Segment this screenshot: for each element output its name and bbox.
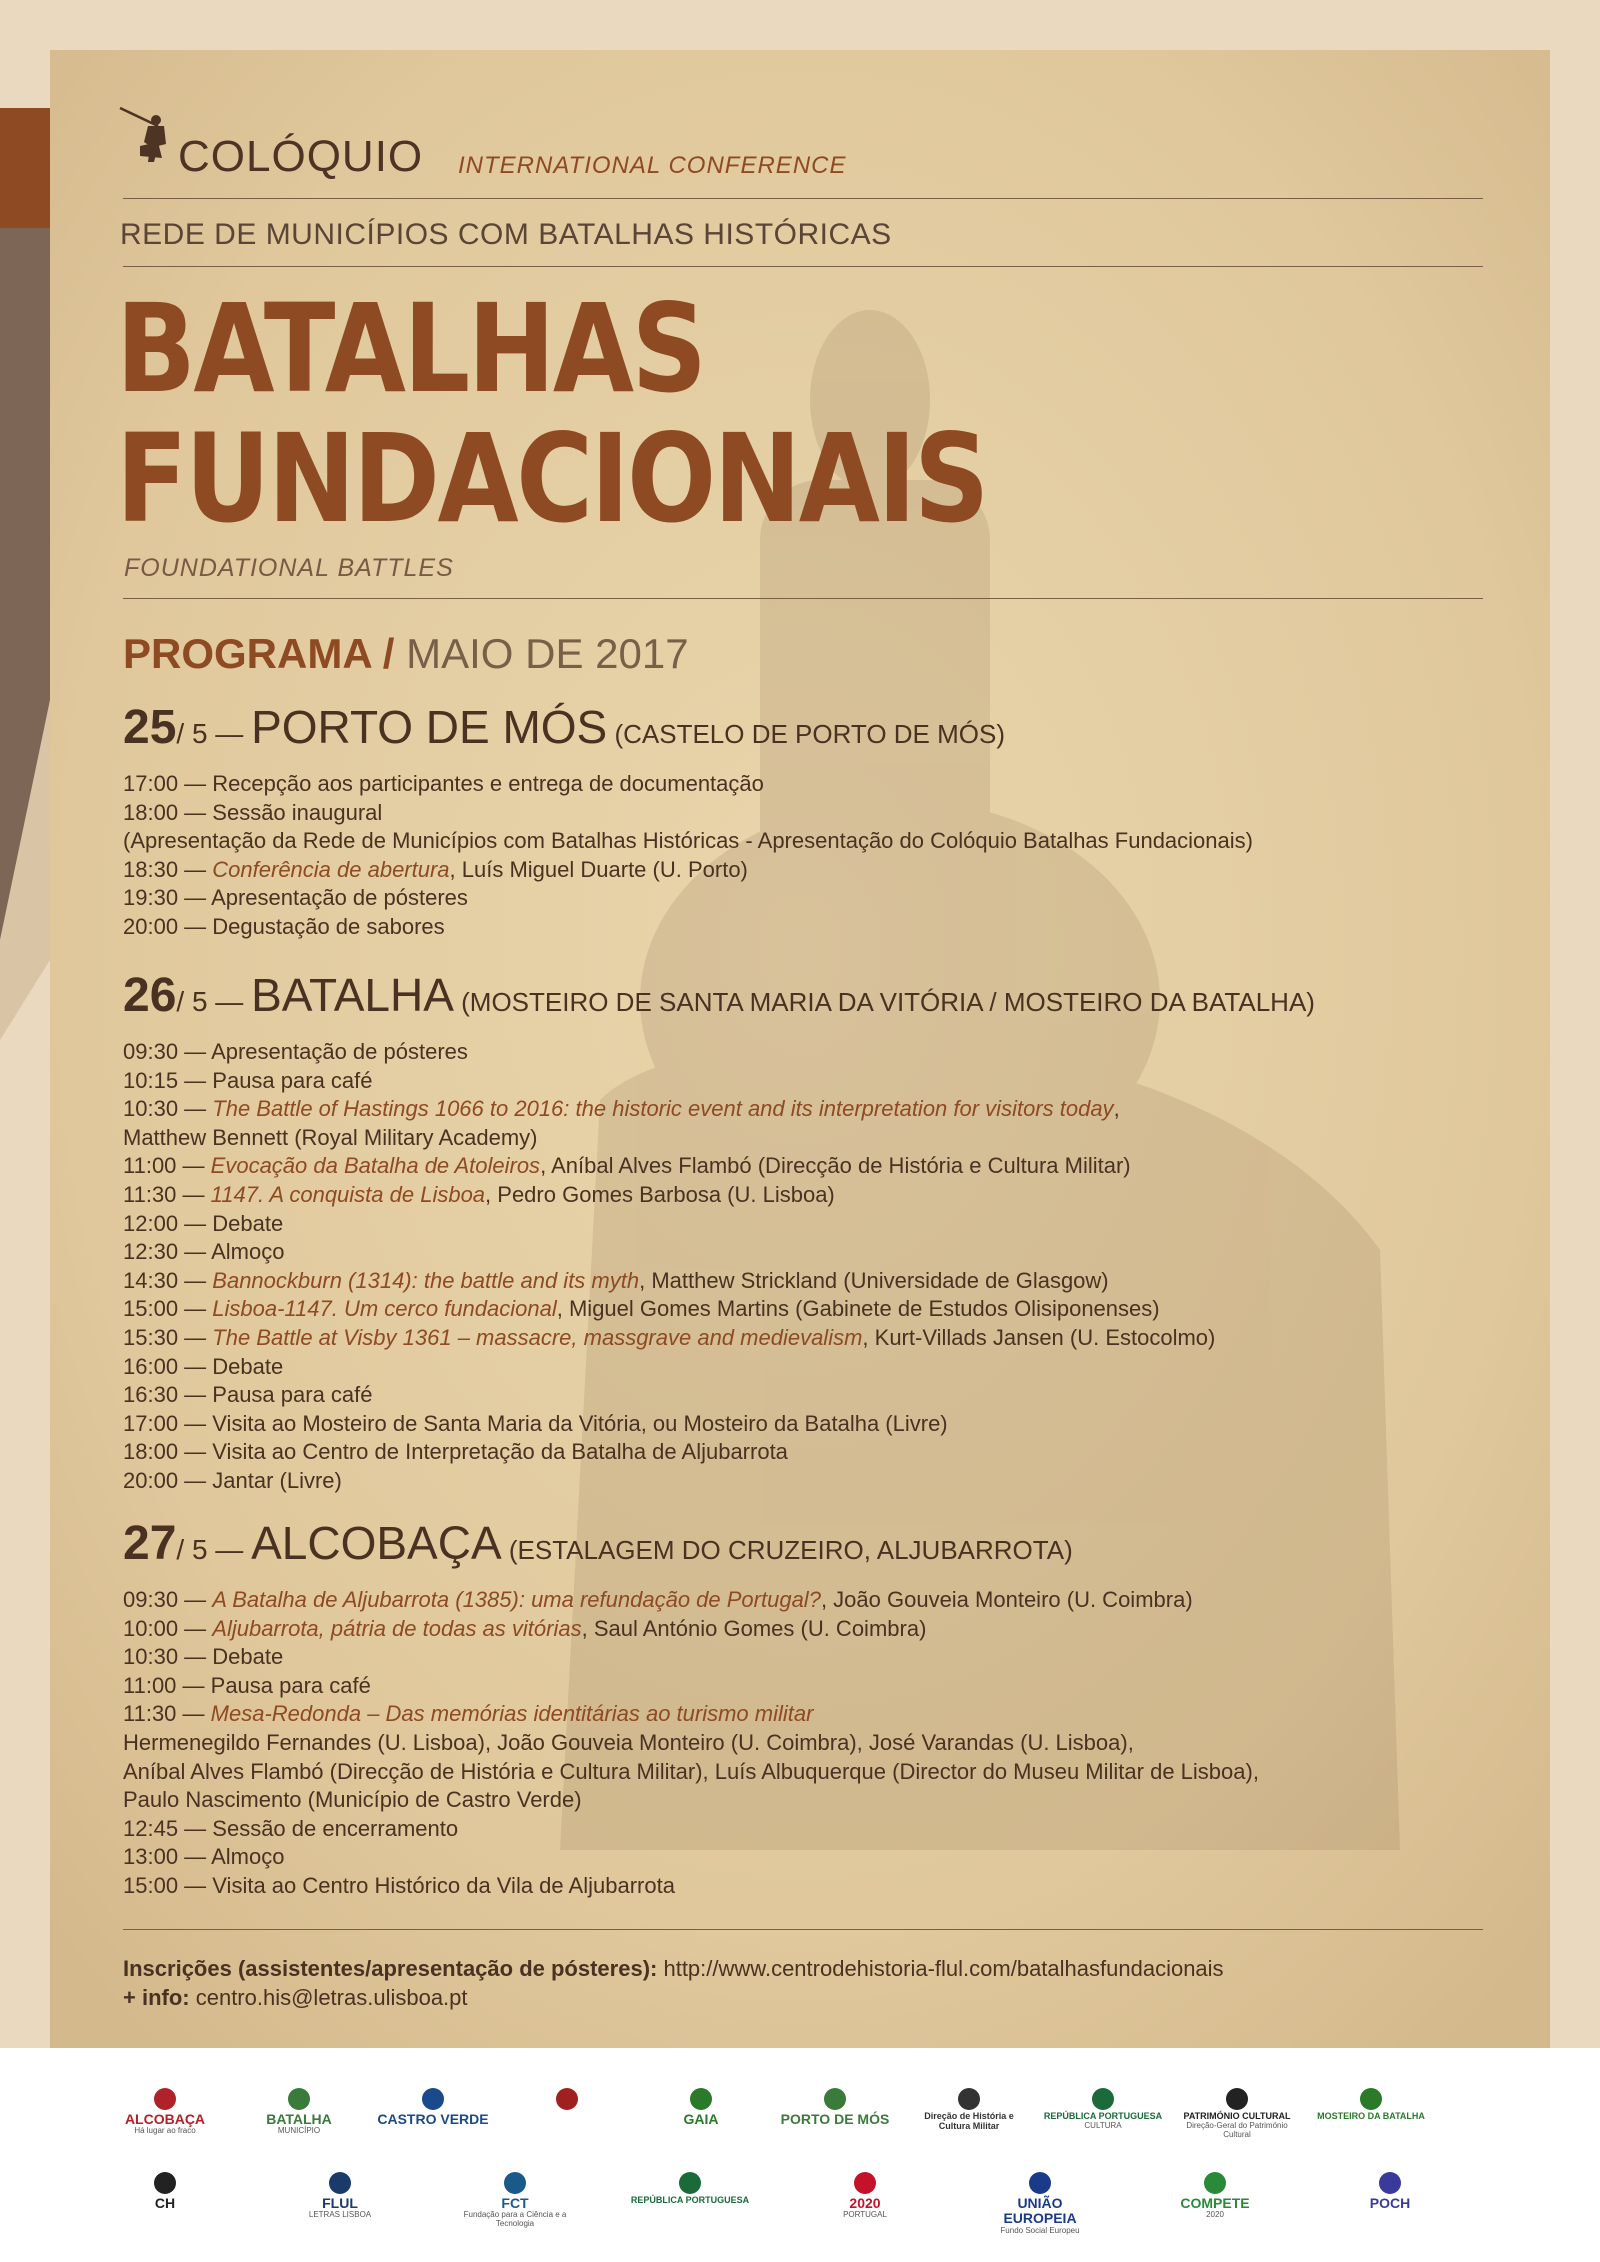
schedule-item: (Apresentação da Rede de Municípios com Batalhas Históricas - Apresentação do Colóquio Batalhas Fundacionais) bbox=[123, 828, 1253, 854]
day-dash: — bbox=[207, 986, 252, 1017]
schedule-item: 10:15 — Pausa para café bbox=[123, 1067, 373, 1093]
schedule-speaker: , Luís Miguel Duarte (U. Porto) bbox=[449, 856, 748, 882]
international-conference-label: INTERNATIONAL CONFERENCE bbox=[458, 152, 847, 179]
programa-date: MAIO DE 2017 bbox=[406, 630, 689, 677]
schedule-title: Conferência de abertura bbox=[212, 856, 450, 882]
day-dash: — bbox=[207, 1534, 252, 1565]
fct-emblem-icon bbox=[504, 2172, 526, 2194]
registration-link[interactable]: http://www.centrodehistoria-flul.com/batalhasfundacionais bbox=[657, 1956, 1224, 1981]
flul-emblem-icon bbox=[329, 2172, 351, 2194]
logo-poch bbox=[1330, 2172, 1450, 2211]
schedule-title: Bannockburn (1314): the battle and its myth bbox=[212, 1267, 640, 1293]
compete-2020-emblem-icon bbox=[1204, 2172, 1226, 2194]
republica-cultura-logo-subtext: CULTURA bbox=[1084, 2120, 1122, 2130]
schedule-item bbox=[123, 1700, 1483, 1729]
gaia-logo-text: GAIA bbox=[683, 2111, 719, 2127]
patrimonio-cultural-logo-subtext: Direção-Geral do Património Cultural bbox=[1186, 2120, 1288, 2139]
schedule-item bbox=[123, 856, 1483, 885]
schedule-item: 17:00 — Visita ao Mosteiro de Santa Maria da Vitória, ou Mosteiro da Batalha (Livre) bbox=[123, 1410, 948, 1436]
schedule-item bbox=[123, 1295, 1483, 1324]
registration-label: Inscrições (assistentes/apresentação de pósteres): bbox=[123, 1956, 658, 1981]
schedule-speaker: , Miguel Gomes Martins (Gabinete de Estudos Olisiponenses) bbox=[556, 1296, 1160, 1322]
divider bbox=[123, 266, 1483, 267]
republica-cultura-emblem-icon bbox=[1092, 2088, 1114, 2110]
schedule-speaker: , Pedro Gomes Barbosa (U. Lisboa) bbox=[485, 1181, 835, 1207]
logo-flul bbox=[280, 2172, 400, 2220]
day-place: ALCOBAÇA bbox=[251, 1517, 502, 1569]
schedule-title: A Batalha de Aljubarrota (1385): uma refundação de Portugal? bbox=[212, 1587, 821, 1612]
schedule-item: Hermenegildo Fernandes (U. Lisboa), João Gouveia Monteiro (U. Coimbra), José Varandas (U. Lisboa), bbox=[123, 1729, 1134, 1755]
schedule-time: 10:30 — bbox=[123, 1096, 213, 1122]
day-month: / 5 bbox=[176, 1534, 208, 1565]
dhcm-logo-text: Direção de História e Cultura Militar bbox=[924, 2111, 1014, 2131]
schedule-item bbox=[123, 1586, 1483, 1615]
logo-municipio-brasao bbox=[507, 2088, 627, 2112]
poch-emblem-icon bbox=[1379, 2172, 1401, 2194]
schedule-item: 20:00 — Jantar (Livre) bbox=[123, 1467, 342, 1493]
compete-2020-logo-text: COMPETE bbox=[1180, 2195, 1250, 2211]
logo-mosteiro-batalha bbox=[1311, 2088, 1431, 2122]
gaia-emblem-icon bbox=[690, 2088, 712, 2110]
schedule-item: 15:00 — Visita ao Centro Histórico da Vila de Aljubarrota bbox=[123, 1872, 675, 1898]
ch-emblem-icon bbox=[154, 2172, 176, 2194]
day-place: BATALHA bbox=[251, 969, 454, 1021]
schedule-time: 11:00 — bbox=[123, 1153, 211, 1179]
main-title-line2: FUNDACIONAIS bbox=[116, 408, 987, 550]
sponsor-footer bbox=[0, 2048, 1600, 2262]
day-heading bbox=[123, 700, 1005, 755]
uniao-europeia-logo-subtext: Fundo Social Europeu bbox=[1000, 2225, 1080, 2235]
schedule-time: 14:30 — bbox=[123, 1267, 213, 1293]
batalha-logo-subtext: MUNICÍPIO bbox=[277, 2126, 321, 2136]
schedule-time: 10:00 — bbox=[123, 1615, 213, 1641]
logo-batalha bbox=[239, 2088, 359, 2136]
network-title: REDE DE MUNICÍPIOS COM BATALHAS HISTÓRICAS bbox=[120, 218, 892, 251]
portugal-2020-emblem-icon bbox=[854, 2172, 876, 2194]
portugal-2020-logo-subtext: PORTUGAL bbox=[843, 2210, 887, 2220]
logo-fct bbox=[455, 2172, 575, 2229]
logo-porto-de-mos bbox=[775, 2088, 895, 2127]
poch-logo-text: POCH bbox=[1369, 2195, 1411, 2211]
schedule-item: 16:30 — Pausa para café bbox=[123, 1382, 373, 1408]
schedule-item bbox=[123, 1152, 1483, 1181]
divider bbox=[123, 198, 1483, 199]
fct-logo-text: FCT bbox=[501, 2195, 529, 2211]
info-line bbox=[123, 1985, 468, 2011]
porto-de-mos-emblem-icon bbox=[824, 2088, 846, 2110]
republica-portuguesa-emblem-icon bbox=[679, 2172, 701, 2194]
patrimonio-cultural-emblem-icon bbox=[1226, 2088, 1248, 2110]
day-heading bbox=[123, 1516, 1073, 1571]
logo-portugal-2020 bbox=[805, 2172, 925, 2220]
schedule-speaker: , Kurt-Villads Jansen (U. Estocolmo) bbox=[862, 1324, 1216, 1350]
schedule-title: The Battle of Hastings 1066 to 2016: the historic event and its interpretation for visitors today bbox=[212, 1096, 1114, 1122]
day-venue: (MOSTEIRO DE SANTA MARIA DA VITÓRIA / MOSTEIRO DA BATALHA) bbox=[453, 987, 1315, 1017]
uniao-europeia-logo-text: UNIÃO EUROPEIA bbox=[1003, 2195, 1077, 2227]
batalha-logo-text: BATALHA bbox=[266, 2111, 332, 2127]
municipio-brasao-emblem-icon bbox=[556, 2088, 578, 2110]
batalha-emblem-icon bbox=[288, 2088, 310, 2110]
dhcm-emblem-icon bbox=[958, 2088, 980, 2110]
schedule-speaker: , Aníbal Alves Flambó (Direcção de História e Cultura Militar) bbox=[540, 1153, 1131, 1179]
castro-verde-emblem-icon bbox=[422, 2088, 444, 2110]
schedule-item: 17:00 — Recepção aos participantes e entrega de documentação bbox=[123, 771, 764, 796]
schedule-item: 13:00 — Almoço bbox=[123, 1844, 285, 1870]
schedule-item bbox=[123, 1615, 1483, 1644]
schedule-item bbox=[123, 1095, 1483, 1124]
logo-gaia bbox=[641, 2088, 761, 2127]
day-number: 27 bbox=[123, 1517, 177, 1570]
programa-heading bbox=[123, 630, 689, 678]
schedule-time: 15:30 — bbox=[123, 1324, 213, 1350]
day-place: PORTO DE MÓS bbox=[251, 701, 608, 753]
day-dash: — bbox=[207, 718, 252, 749]
schedule-item: 16:00 — Debate bbox=[123, 1353, 284, 1379]
logo-castro-verde bbox=[373, 2088, 493, 2127]
republica-portuguesa-logo-text: REPÚBLICA PORTUGUESA bbox=[630, 2195, 750, 2205]
schedule-item: 11:00 — Pausa para café bbox=[123, 1672, 371, 1698]
accent-bar bbox=[0, 108, 50, 228]
schedule-item bbox=[123, 1181, 1483, 1210]
schedule-item: Paulo Nascimento (Município de Castro Verde) bbox=[123, 1787, 582, 1813]
portugal-2020-logo-text: 2020 bbox=[849, 2195, 881, 2211]
schedule-speaker: , Saul António Gomes (U. Coimbra) bbox=[581, 1615, 927, 1641]
schedule-title: Aljubarrota, pátria de todas as vitórias bbox=[212, 1615, 582, 1641]
schedule-item: 10:30 — Debate bbox=[123, 1644, 284, 1670]
schedule-speaker: , bbox=[1113, 1096, 1120, 1122]
schedule-title: Evocação da Batalha de Atoleiros bbox=[210, 1153, 541, 1179]
logo-patrimonio-cultural bbox=[1177, 2088, 1297, 2139]
mosteiro-batalha-emblem-icon bbox=[1360, 2088, 1382, 2110]
schedule-item: 19:30 — Apresentação de pósteres bbox=[123, 885, 468, 911]
schedule-time: 11:30 — bbox=[123, 1701, 211, 1727]
schedule-speaker: , João Gouveia Monteiro (U. Coimbra) bbox=[820, 1587, 1193, 1612]
day-month: / 5 bbox=[176, 986, 208, 1017]
republica-cultura-logo-text: REPÚBLICA PORTUGUESA bbox=[1043, 2111, 1163, 2121]
schedule-item: 12:00 — Debate bbox=[123, 1210, 284, 1236]
alcobaca-logo-subtext: Há lugar ao fraco bbox=[134, 2126, 196, 2136]
logo-uniao-europeia bbox=[980, 2172, 1100, 2236]
registration-line bbox=[123, 1956, 1224, 1982]
main-title-line1: BATALHAS bbox=[116, 278, 705, 420]
mosteiro-batalha-logo-text: MOSTEIRO DA BATALHA bbox=[1317, 2111, 1425, 2121]
flul-logo-text: FLUL bbox=[322, 2195, 358, 2211]
day-heading bbox=[123, 968, 1315, 1023]
logo-republica-portuguesa bbox=[630, 2172, 750, 2206]
schedule-item: 20:00 — Degustação de sabores bbox=[123, 913, 445, 939]
schedule-item: Aníbal Alves Flambó (Direcção de História e Cultura Militar), Luís Albuquerque (Director do Museu Militar de Lisboa), bbox=[123, 1758, 1259, 1784]
schedule-time: 15:00 — bbox=[123, 1296, 213, 1322]
schedule-item: 18:00 — Sessão inaugural bbox=[123, 799, 383, 825]
info-email-link[interactable]: centro.his@letras.ulisboa.pt bbox=[189, 1985, 468, 2010]
day-venue: (ESTALAGEM DO CRUZEIRO, ALJUBARROTA) bbox=[501, 1535, 1073, 1565]
schedule-time: 18:30 — bbox=[123, 856, 213, 882]
coloquio-label: COLÓQUIO bbox=[178, 132, 424, 181]
patrimonio-cultural-logo-text: PATRIMÓNIO CULTURAL bbox=[1183, 2111, 1291, 2121]
programa-label: PROGRAMA / bbox=[123, 630, 395, 677]
logo-alcobaca bbox=[105, 2088, 225, 2136]
schedule-item bbox=[123, 1324, 1483, 1353]
compete-2020-logo-subtext: 2020 bbox=[1206, 2210, 1224, 2220]
ch-logo-text: CH bbox=[154, 2195, 176, 2211]
porto-de-mos-logo-text: PORTO DE MÓS bbox=[780, 2111, 890, 2127]
logo-compete-2020 bbox=[1155, 2172, 1275, 2220]
day-schedule bbox=[123, 770, 1483, 942]
flul-logo-subtext: LETRAS LISBOA bbox=[308, 2210, 372, 2220]
day-schedule bbox=[123, 1586, 1483, 1901]
subtitle: FOUNDATIONAL BATTLES bbox=[124, 554, 454, 582]
alcobaca-logo-text: ALCOBAÇA bbox=[124, 2111, 206, 2127]
schedule-speaker: , Matthew Strickland (Universidade de Glasgow) bbox=[639, 1267, 1109, 1293]
day-venue: (CASTELO DE PORTO DE MÓS) bbox=[607, 719, 1006, 749]
divider bbox=[123, 598, 1483, 599]
uniao-europeia-emblem-icon bbox=[1029, 2172, 1051, 2194]
info-label: + info: bbox=[123, 1985, 190, 2010]
schedule-item: 12:45 — Sessão de encerramento bbox=[123, 1815, 459, 1841]
schedule-title: 1147. A conquista de Lisboa bbox=[210, 1181, 486, 1207]
schedule-item: Matthew Bennett (Royal Military Academy) bbox=[123, 1124, 538, 1150]
schedule-item: 09:30 — Apresentação de pósteres bbox=[123, 1039, 468, 1064]
schedule-item: 18:00 — Visita ao Centro de Interpretação da Batalha de Aljubarrota bbox=[123, 1439, 788, 1465]
alcobaca-emblem-icon bbox=[154, 2088, 176, 2110]
day-month: / 5 bbox=[176, 718, 208, 749]
day-number: 26 bbox=[123, 969, 177, 1022]
knight-rider-icon bbox=[118, 100, 178, 170]
schedule-title: The Battle at Visby 1361 – massacre, massgrave and medievalism bbox=[212, 1324, 863, 1350]
logo-ch bbox=[105, 2172, 225, 2211]
day-number: 25 bbox=[123, 701, 177, 754]
fct-logo-subtext: Fundação para a Ciência e a Tecnologia bbox=[463, 2210, 567, 2229]
castro-verde-logo-text: CASTRO VERDE bbox=[377, 2111, 489, 2127]
day-schedule bbox=[123, 1038, 1483, 1496]
logo-republica-cultura bbox=[1043, 2088, 1163, 2131]
logo-dhcm bbox=[909, 2088, 1029, 2132]
schedule-time: 11:30 — bbox=[123, 1181, 211, 1207]
schedule-time: 09:30 — bbox=[123, 1587, 213, 1612]
schedule-title: Mesa-Redonda – Das memórias identitárias ao turismo militar bbox=[210, 1701, 814, 1727]
schedule-title: Lisboa-1147. Um cerco fundacional bbox=[212, 1296, 557, 1322]
schedule-item: 12:30 — Almoço bbox=[123, 1239, 285, 1265]
schedule-item bbox=[123, 1267, 1483, 1296]
divider bbox=[123, 1929, 1483, 1930]
